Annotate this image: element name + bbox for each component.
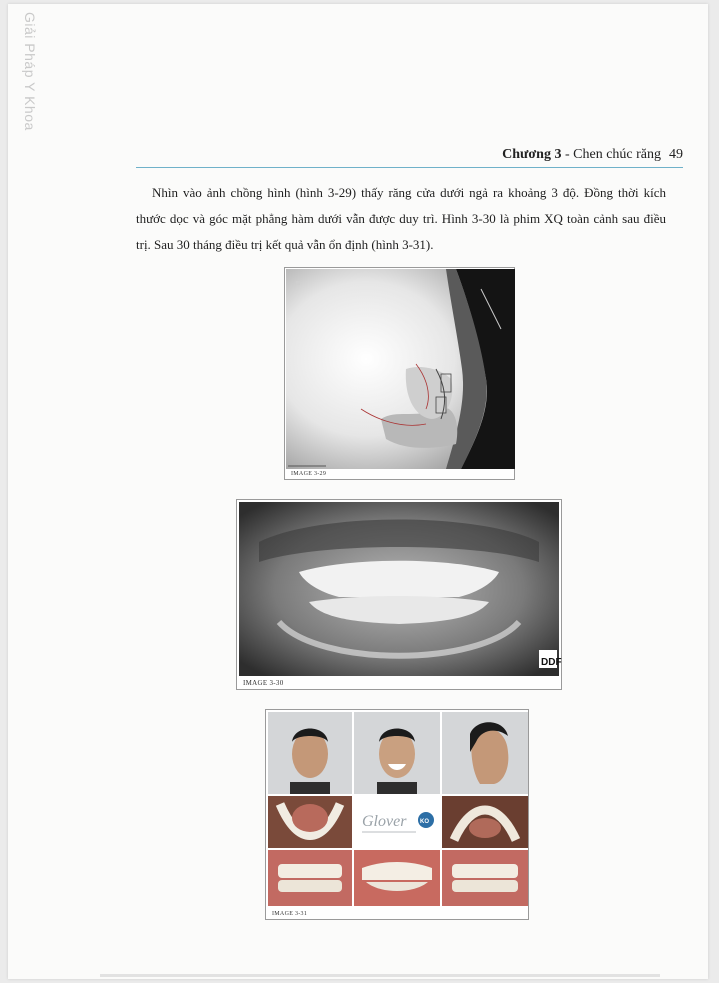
clinic-logo [354, 796, 440, 848]
photo-right-buccal [268, 850, 352, 906]
header-rule [136, 167, 683, 168]
page-edge-shadow [100, 974, 660, 977]
photo-left-buccal [442, 850, 528, 906]
clinic-logo-text: Glover [362, 813, 407, 830]
figure-panoramic-xray [236, 499, 562, 690]
chapter-title: Chen chúc răng [573, 147, 661, 162]
photo-frontal-intraoral [354, 850, 440, 906]
panoramic-corner-label: DDF [541, 657, 562, 668]
photo-lower-occlusal [442, 796, 528, 848]
header-separator: - [561, 147, 574, 162]
photo-smiling-face [354, 712, 440, 794]
figure-cephalometric-xray [284, 267, 515, 480]
photo-frontal-face [268, 712, 352, 794]
watermark: Giải Pháp Y Khoa [22, 12, 38, 131]
body-paragraph: Nhìn vào ảnh chồng hình (hình 3-29) thấy răng cửa dưới ngả ra khoảng 3 độ. Đồng thời kích thước dọc và góc mặt phẳng hàm dưới vẫn được duy trì. Hình 3-30 là phim XQ toàn cảnh sau điều trị. Sau 30 tháng điều trị kết quả vẫn ổn định (hình 3-31). [136, 185, 666, 252]
cephalometric-xray-image [286, 269, 515, 469]
figure-caption: IMAGE 3-29 [291, 471, 327, 477]
photo-upper-occlusal [268, 796, 352, 848]
running-header [136, 147, 683, 163]
photo-profile-face [442, 712, 528, 794]
figure-caption: IMAGE 3-31 [272, 911, 308, 917]
page-number: 49 [669, 147, 683, 162]
clinic-logo-badge: KO [420, 819, 429, 825]
figure-caption: IMAGE 3-30 [243, 679, 284, 687]
figure-treatment-photos [265, 709, 529, 920]
chapter-label: Chương 3 [502, 147, 562, 162]
panoramic-xray-image [239, 502, 562, 676]
